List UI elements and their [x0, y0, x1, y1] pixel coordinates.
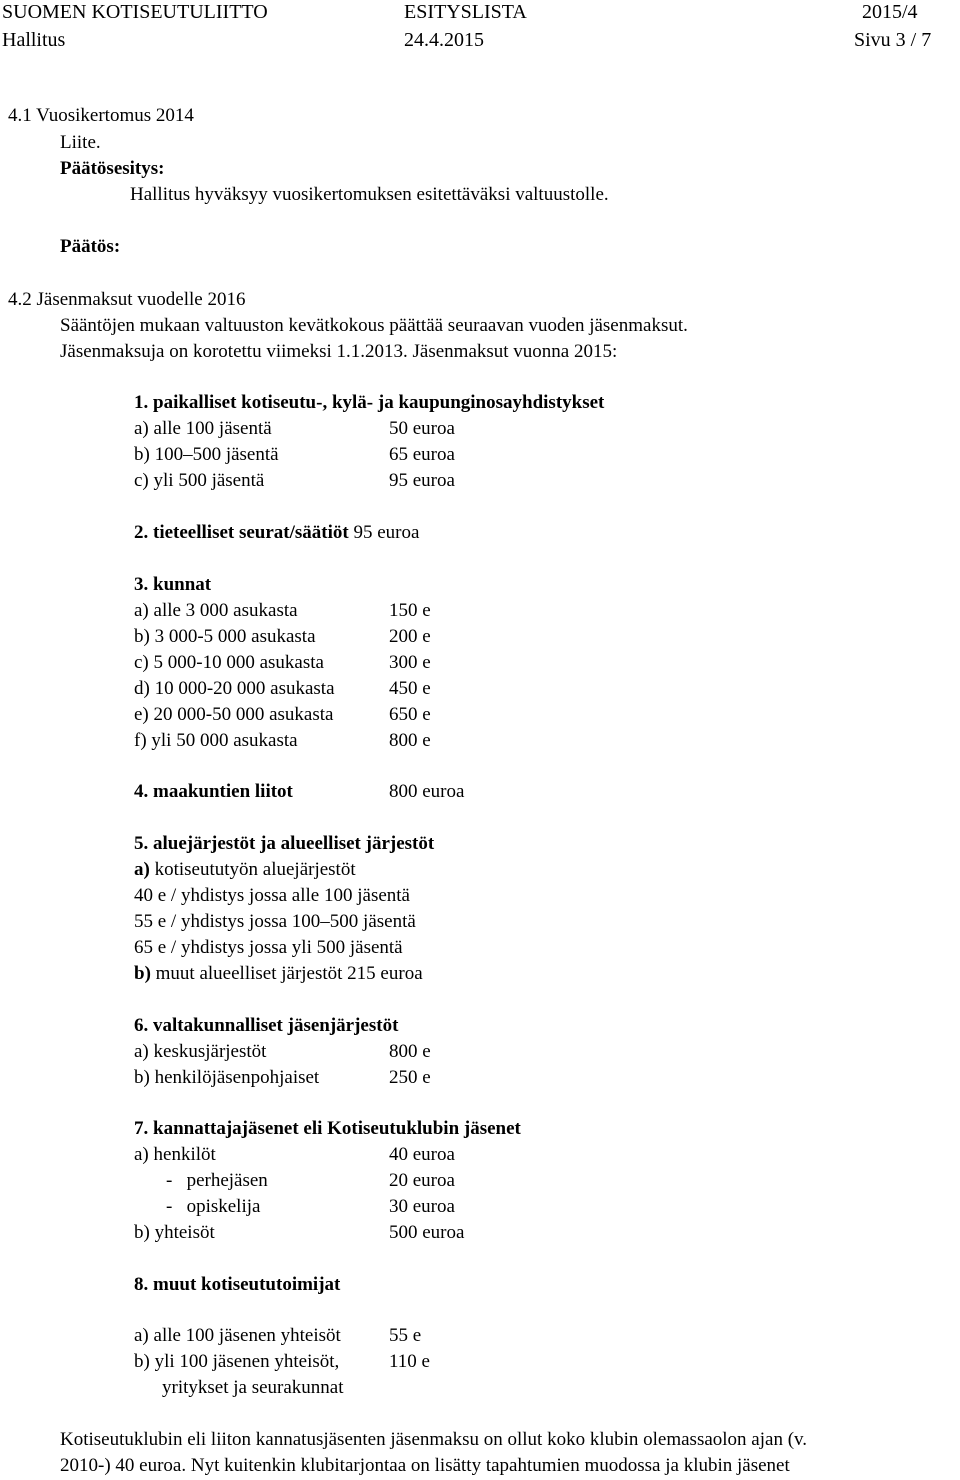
fee-value: 40 euroa: [389, 1144, 455, 1165]
decision-label: Päätös:: [60, 236, 121, 257]
group-title: 7. kannattajajäsenet eli Kotiseutuklubin jäsenet: [134, 1118, 521, 1139]
item-prefix: b): [134, 963, 151, 984]
attachment-note: Liite.: [60, 132, 101, 153]
fee-value: 800 e: [389, 1041, 431, 1062]
group-title: 1. paikalliset kotiseutu-, kylä- ja kaupunginosayhdistykset: [134, 392, 605, 413]
fee-value: 65 euroa: [389, 444, 455, 465]
fee-value: 800 euroa: [389, 781, 465, 802]
fee-label: c) 5 000-10 000 asukasta: [134, 652, 324, 673]
paragraph-line: 2010-) 40 euroa. Nyt kuitenkin klubitarjontaa on lisätty tapahtumien muodossa ja klubin jäsenet: [60, 1455, 790, 1476]
intro-text: Jäsenmaksuja on korotettu viimeksi 1.1.2013. Jäsenmaksut vuonna 2015:: [60, 341, 618, 362]
fee-value: 95 euroa: [389, 470, 455, 491]
fee-label: b) henkilöjäsenpohjaiset: [134, 1067, 320, 1088]
fee-label: b) yli 100 jäsenen yhteisöt,: [134, 1351, 340, 1372]
fee-label: c) yli 500 jäsentä: [134, 470, 265, 491]
header-doc-type: ESITYSLISTA: [404, 1, 527, 23]
header-org: SUOMEN KOTISEUTULIITTO: [2, 1, 268, 23]
fee-value: 200 e: [389, 626, 431, 647]
fee-value: 800 e: [389, 730, 431, 751]
fee-value: 20 euroa: [389, 1170, 455, 1191]
group-title: 2. tieteelliset seurat/säätiöt: [134, 522, 349, 543]
section-heading: 4.1 Vuosikertomus 2014: [8, 105, 194, 126]
item-text: muut alueelliset järjestöt 215 euroa: [150, 963, 423, 984]
fee-value: 95 euroa: [353, 522, 420, 543]
fee-label: - opiskelija: [166, 1196, 261, 1217]
fee-label: f) yli 50 000 asukasta: [134, 730, 298, 751]
fee-label: b) 100–500 jäsentä: [134, 444, 279, 465]
fee-value: 250 e: [389, 1067, 431, 1088]
proposal-text: Hallitus hyväksyy vuosikertomuksen esitettäväksi valtuustolle.: [130, 184, 609, 205]
group-title: 8. muut kotiseututoimijat: [134, 1274, 341, 1295]
header-doc-number: 2015/4: [862, 1, 918, 23]
header-body: Hallitus: [2, 29, 66, 51]
fee-line: 65 e / yhdistys jossa yli 500 jäsentä: [134, 937, 403, 958]
header-date: 24.4.2015: [404, 29, 484, 51]
fee-value: 30 euroa: [389, 1196, 455, 1217]
item-prefix: a): [134, 859, 150, 880]
group-title: 6. valtakunnalliset jäsenjärjestöt: [134, 1015, 399, 1036]
proposal-label: Päätösesitys:: [60, 158, 165, 179]
page-header: [0, 0, 960, 60]
fee-value: 50 euroa: [389, 418, 455, 439]
fee-value: 650 e: [389, 704, 431, 725]
fee-label: - perhejäsen: [166, 1170, 268, 1191]
header-page: Sivu 3 / 7: [854, 29, 932, 51]
group-title: 4. maakuntien liitot: [134, 781, 293, 802]
fee-line: 55 e / yhdistys jossa 100–500 jäsentä: [134, 911, 416, 932]
paragraph-line: Kotiseutuklubin eli liiton kannatusjäsenten jäsenmaksu on ollut koko klubin olemassaolon ajan (v.: [60, 1429, 808, 1450]
fee-label: e) 20 000-50 000 asukasta: [134, 704, 334, 725]
fee-label: a) keskusjärjestöt: [134, 1041, 267, 1062]
fee-label-continuation: yritykset ja seurakunnat: [162, 1377, 344, 1398]
section-heading: 4.2 Jäsenmaksut vuodelle 2016: [8, 289, 246, 310]
group-title: 3. kunnat: [134, 574, 212, 595]
fee-line: 40 e / yhdistys jossa alle 100 jäsentä: [134, 885, 410, 906]
fee-label: b) 3 000-5 000 asukasta: [134, 626, 316, 647]
fee-label: b) yhteisöt: [134, 1222, 215, 1243]
fee-label: d) 10 000-20 000 asukasta: [134, 678, 335, 699]
fee-value: 300 e: [389, 652, 431, 673]
fee-value: 55 e: [389, 1325, 422, 1346]
fee-label: a) alle 100 jäsenen yhteisöt: [134, 1325, 341, 1346]
item-text: kotiseututyön aluejärjestöt: [149, 859, 356, 880]
group-title: 5. aluejärjestöt ja alueelliset järjestöt: [134, 833, 435, 854]
fee-label: a) alle 3 000 asukasta: [134, 600, 298, 621]
intro-text: Sääntöjen mukaan valtuuston kevätkokous päättää seuraavan vuoden jäsenmaksut.: [60, 315, 688, 336]
fee-value: 110 e: [389, 1351, 430, 1372]
fee-label: a) henkilöt: [134, 1144, 216, 1165]
fee-value: 450 e: [389, 678, 431, 699]
fee-value: 500 euroa: [389, 1222, 465, 1243]
fee-value: 150 e: [389, 600, 431, 621]
fee-label: a) alle 100 jäsentä: [134, 418, 272, 439]
